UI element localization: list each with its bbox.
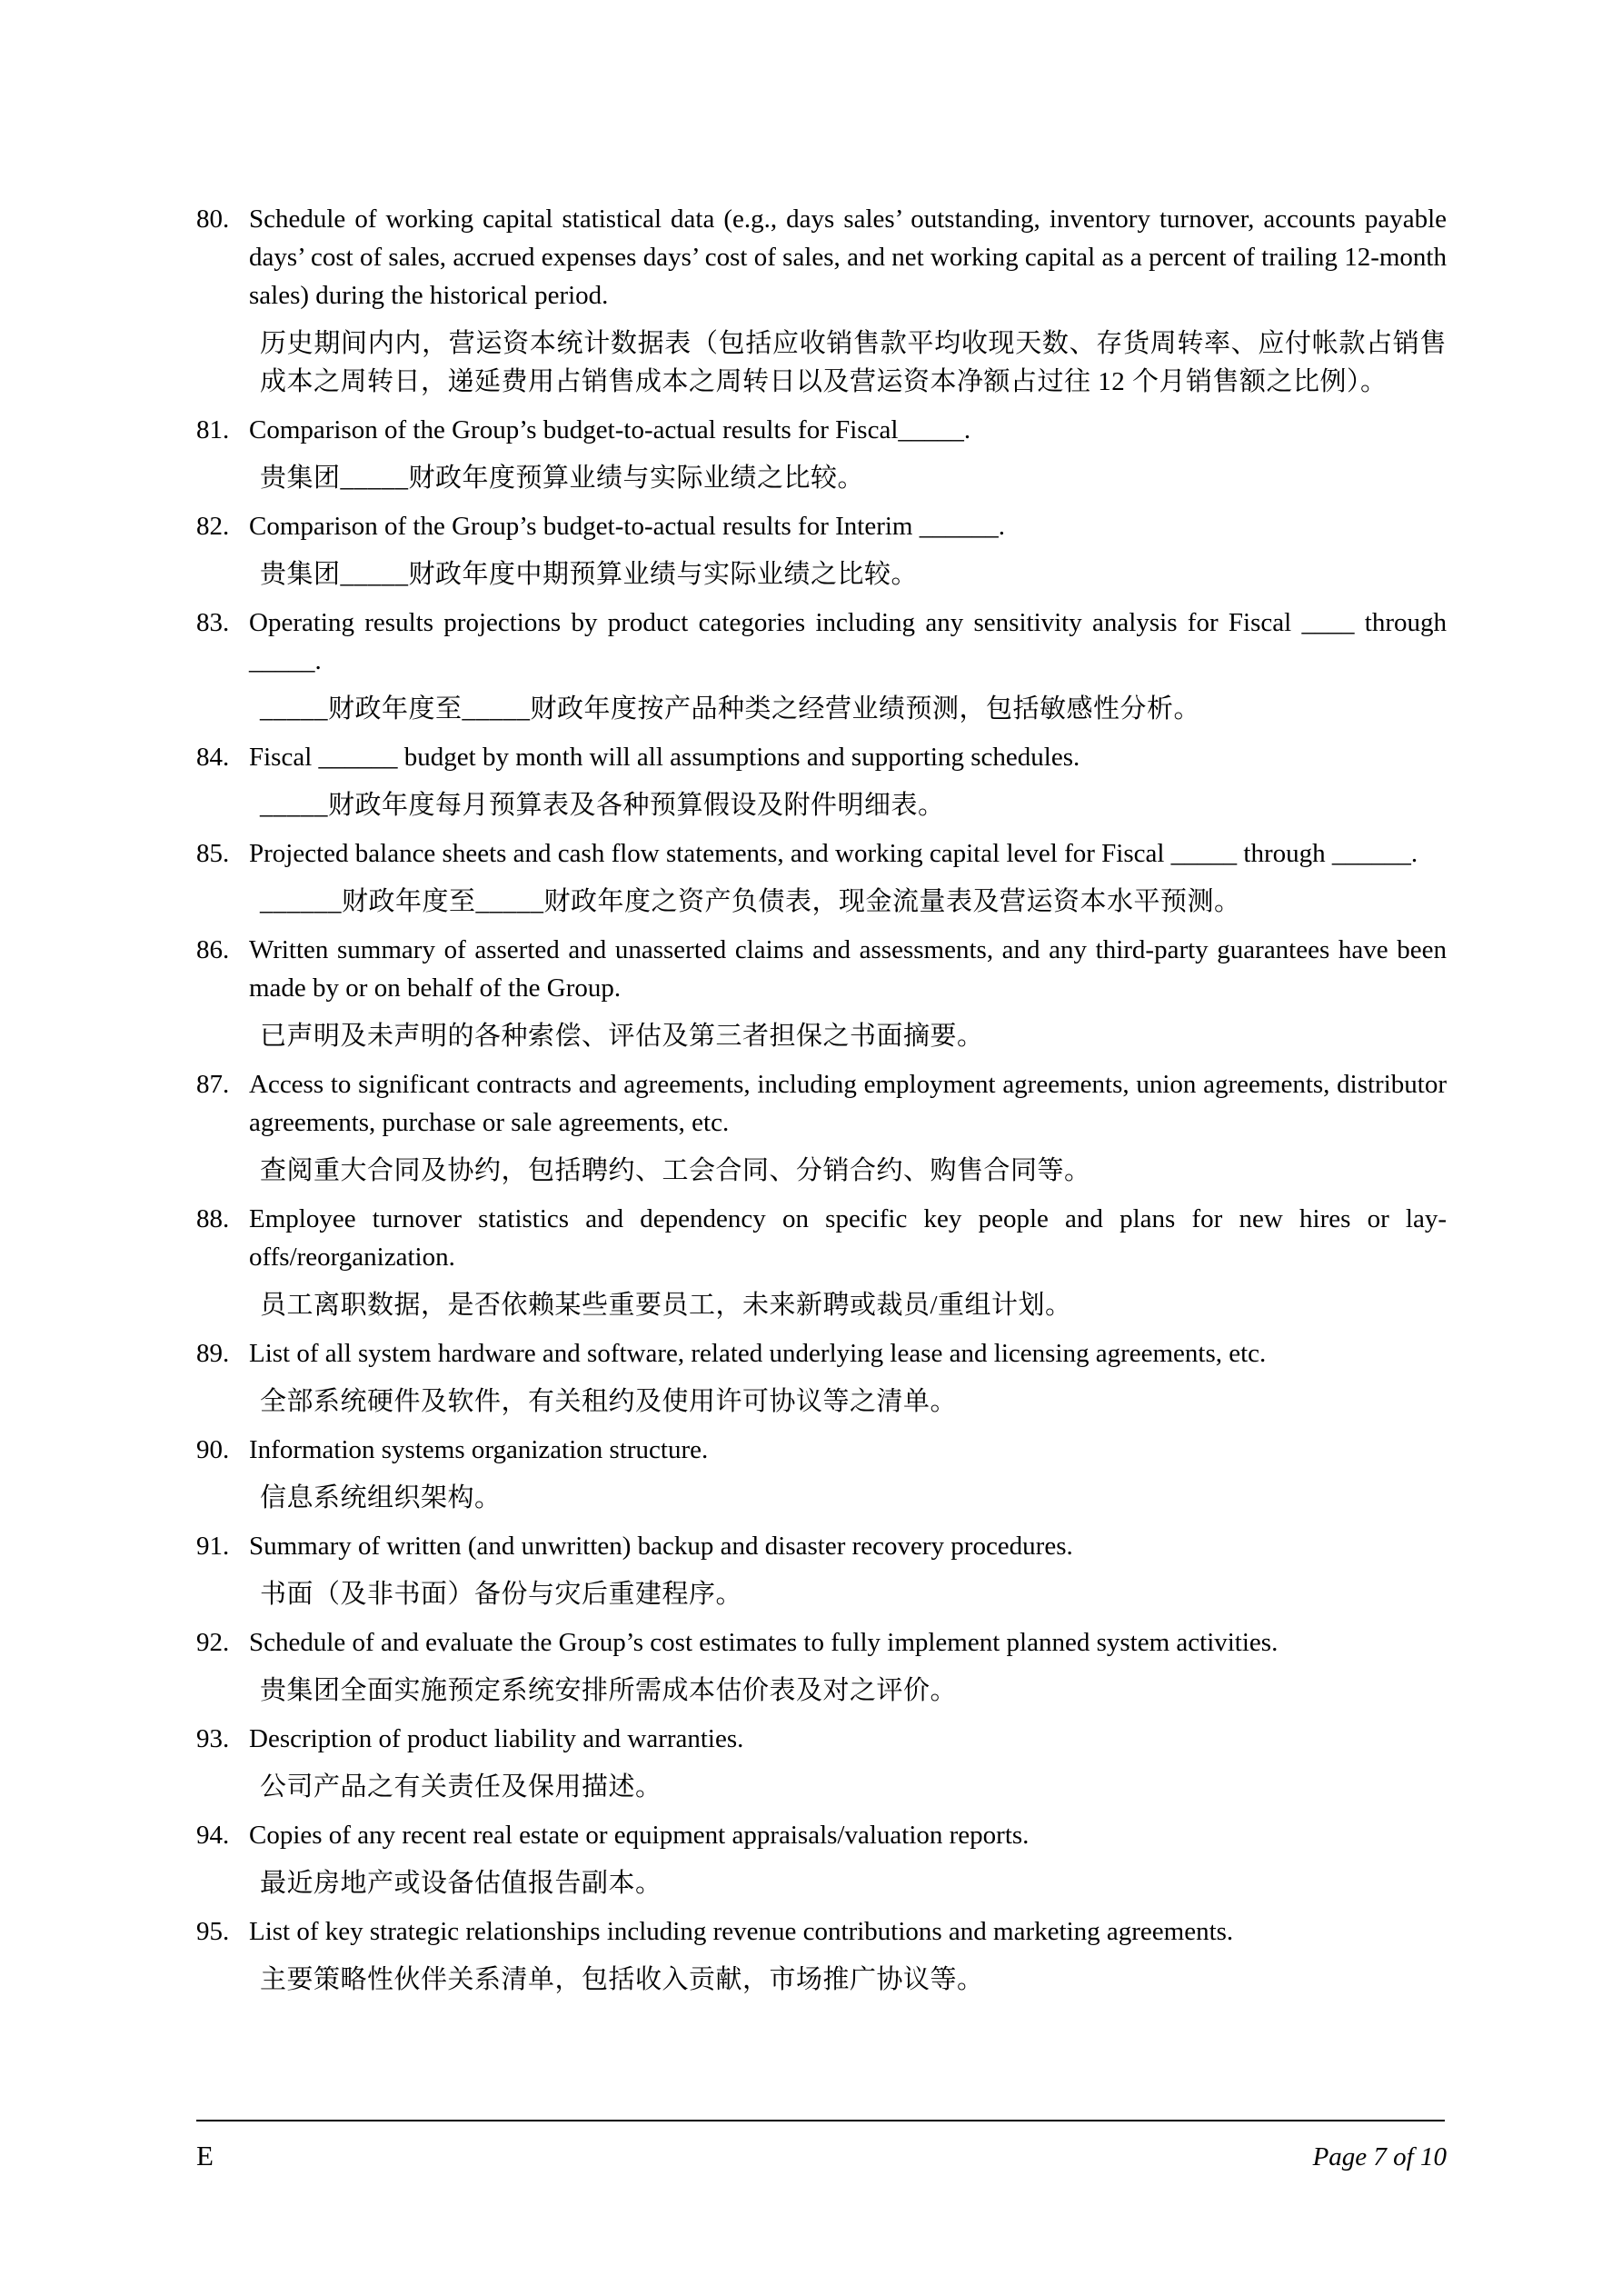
item-number: 93. [196, 1724, 230, 1753]
item-text-english: Copies of any recent real estate or equipment appraisals/valuation reports. [249, 1821, 1030, 1850]
item-text-english: Access to significant contracts and agreements, including employment agreements, union agreements, distributor agreements, purchase or sale agreements, etc. [249, 1070, 1447, 1137]
checklist-item [196, 1816, 1447, 1912]
item-number: 87. [196, 1070, 230, 1099]
item-number: 84. [196, 743, 230, 772]
item-number: 85. [196, 839, 230, 868]
item-text-english: Comparison of the Group’s budget-to-actual results for Interim ______. [249, 512, 1005, 541]
item-body [249, 1431, 1447, 1527]
page-footer [196, 2140, 1447, 2172]
item-text-chinese: 信息系统组织架构。 [260, 1483, 502, 1512]
item-number: 86. [196, 935, 230, 964]
item-number: 89. [196, 1339, 230, 1368]
checklist-item [196, 1431, 1447, 1527]
item-number: 83. [196, 608, 230, 637]
item-text-chinese: 贵集团全面实施预定系统安排所需成本估价表及对之评价。 [260, 1676, 958, 1705]
item-body [249, 507, 1447, 604]
item-number: 95. [196, 1917, 230, 1946]
item-text-chinese: 查阅重大合同及协约，包括聘约、工会合同、分销合约、购售合同等。 [260, 1156, 1091, 1185]
item-text-english: Schedule of and evaluate the Group’s cost estimates to fully implement planned system activities. [249, 1628, 1279, 1657]
checklist-item [196, 604, 1447, 738]
item-text-chinese: 贵集团_____财政年度中期预算业绩与实际业绩之比较。 [260, 560, 919, 589]
item-number: 94. [196, 1821, 230, 1850]
item-text-english: List of all system hardware and software, related underlying lease and licensing agreements, etc. [249, 1339, 1267, 1368]
item-text-english: Information systems organization structure. [249, 1435, 709, 1464]
item-text-chinese: 员工离职数据，是否依赖某些重要员工，未来新聘或裁员/重组计划。 [260, 1291, 1072, 1320]
item-number: 91. [196, 1532, 230, 1561]
item-text-english: Summary of written (and unwritten) backup and disaster recovery procedures. [249, 1532, 1073, 1561]
item-text-english: List of key strategic relationships including revenue contributions and marketing agreements. [249, 1917, 1234, 1946]
checklist-item [196, 1200, 1447, 1334]
item-text-english: Employee turnover statistics and dependency on specific key people and plans for new hires or lay-offs/reorganization. [249, 1204, 1447, 1272]
item-text-chinese: 已声明及未声明的各种索偿、评估及第三者担保之书面摘要。 [260, 1022, 984, 1051]
checklist-item [196, 1065, 1447, 1200]
checklist-item [196, 1527, 1447, 1623]
item-text-chinese: 最近房地产或设备估值报告副本。 [260, 1869, 662, 1898]
checklist-item [196, 931, 1447, 1065]
checklist-item [196, 1720, 1447, 1816]
item-body [249, 1334, 1447, 1431]
item-body [249, 604, 1447, 738]
item-text-chinese: ______财政年度至_____财政年度之资产负债表，现金流量表及营运资本水平预测。 [260, 887, 1241, 916]
checklist-item [196, 507, 1447, 604]
item-text-chinese: 贵集团_____财政年度预算业绩与实际业绩之比较。 [260, 464, 865, 493]
item-text-chinese: 书面（及非书面）备份与灾后重建程序。 [260, 1580, 743, 1609]
item-text-chinese: 主要策略性伙伴关系清单，包括收入贡献，市场推广协议等。 [260, 1965, 984, 1994]
item-text-chinese: 公司产品之有关责任及保用描述。 [260, 1772, 662, 1802]
item-body [249, 200, 1447, 411]
item-body [249, 1816, 1447, 1912]
item-number: 88. [196, 1204, 230, 1233]
item-number: 80. [196, 205, 230, 234]
item-body [249, 411, 1447, 507]
item-text-english: Written summary of asserted and unasserted claims and assessments, and any third-party guarantees have been made by or on behalf of the Group. [249, 935, 1447, 1003]
footer-divider [196, 2120, 1445, 2121]
item-text-english: Description of product liability and warranties. [249, 1724, 744, 1753]
item-number: 90. [196, 1435, 230, 1464]
checklist-item [196, 1912, 1447, 2009]
footer-page-number: Page 7 of 10 [1312, 2142, 1447, 2171]
item-text-chinese: _____财政年度至_____财政年度按产品种类之经营业绩预测，包括敏感性分析。 [260, 694, 1201, 724]
item-body [249, 738, 1447, 834]
item-text-english: Fiscal ______ budget by month will all assumptions and supporting schedules. [249, 743, 1080, 772]
checklist-item [196, 1334, 1447, 1431]
item-number: 81. [196, 415, 230, 444]
item-text-chinese: 全部系统硬件及软件，有关租约及使用许可协议等之清单。 [260, 1387, 958, 1416]
item-body [249, 834, 1447, 931]
checklist-item [196, 834, 1447, 931]
footer-section-label: E [196, 2140, 214, 2171]
item-body [249, 1065, 1447, 1200]
checklist-item [196, 1623, 1447, 1720]
item-number: 92. [196, 1628, 230, 1657]
item-body [249, 1720, 1447, 1816]
checklist-item [196, 200, 1447, 411]
item-body [249, 1200, 1447, 1334]
item-number: 82. [196, 512, 230, 541]
item-text-chinese: 历史期间内内，营运资本统计数据表（包括应收销售款平均收现天数、存货周转率、应付帐款占销售成本之周转日，递延费用占销售成本之周转日以及营运资本净额占过往 12 个月销售额之比例）。 [260, 329, 1447, 396]
checklist-item [196, 411, 1447, 507]
item-body [249, 1623, 1447, 1720]
item-body [249, 931, 1447, 1065]
item-body [249, 1912, 1447, 2009]
item-text-english: Schedule of working capital statistical data (e.g., days sales’ outstanding, inventory turnover, accounts payable days’ cost of sales, accrued expenses days’ cost of sales, and net working capital as a percent of trailing 12-month sales) during the historical period. [249, 205, 1447, 310]
item-text-english: Operating results projections by product categories including any sensitivity analysis for Fiscal ____ through _____. [249, 608, 1447, 675]
item-text-chinese: _____财政年度每月预算表及各种预算假设及附件明细表。 [260, 791, 945, 820]
item-text-english: Projected balance sheets and cash flow statements, and working capital level for Fiscal _____ through ______. [249, 839, 1418, 868]
item-body [249, 1527, 1447, 1623]
item-text-english: Comparison of the Group’s budget-to-actual results for Fiscal_____. [249, 415, 971, 444]
checklist-item [196, 738, 1447, 834]
checklist [196, 200, 1447, 2009]
